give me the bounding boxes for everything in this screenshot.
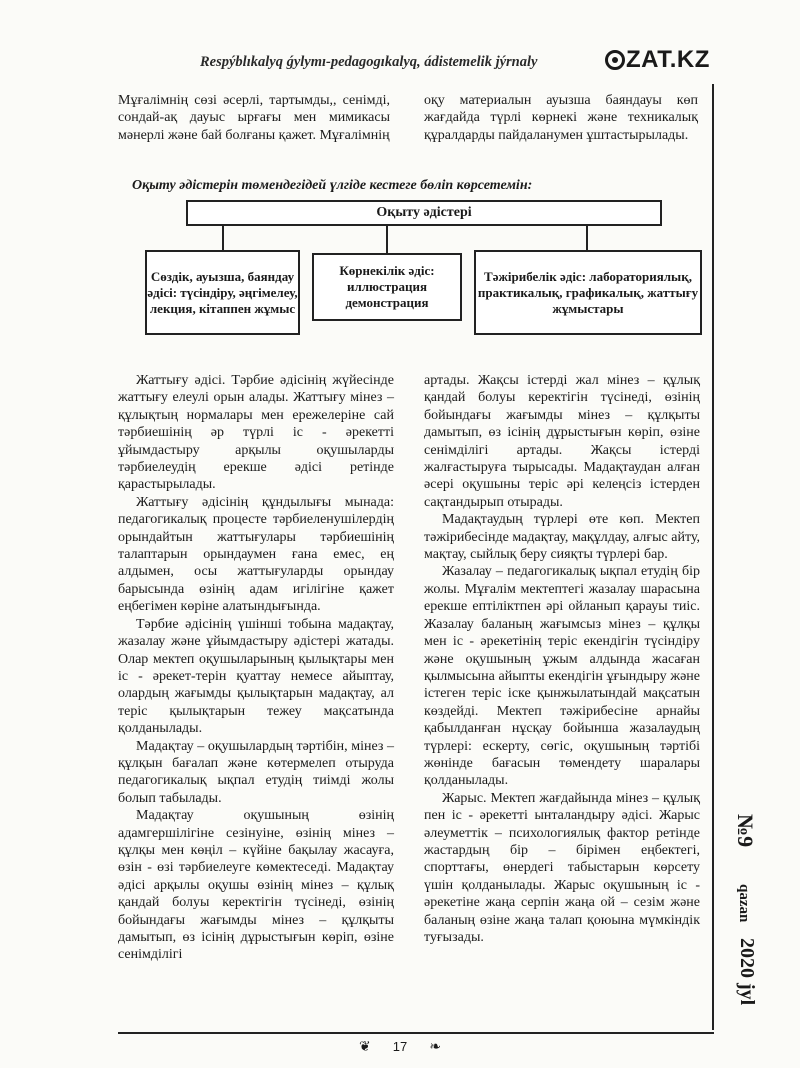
body-left-column [118,372,394,964]
logo-text: ZAT.KZ [626,46,710,73]
journal-title: Respýblıkalyq ǵylymı-pedagogıkalyq, ádistemelik jýrnaly [200,54,538,70]
issue-side-label [718,808,764,1034]
paragraph: Жаттығу әдісінің құндылығы мынада: педагогикалық процесте тәрбиеленушілердің орындайтын жаттығулары тәрбиешінің талаптарын орындаумен ғана емес, ең алдымен, осы жаттығуларды орындау барысында өзінің адам игілігіне қажет еңбегімен көріне алатындығында. [118,494,394,615]
paragraph: Жазалау – педагогикалық ықпал етудің бір жолы. Мұғалім мектептегі жазалау шарасына ерекше ептіліктпен әрі ойланып қарауы тиіс. Жазалау баланың жағымсыз мінез – құлқы мен іс - әрекетінің теріс екендігін түсіндіру және оқушының ұжым алдында жасаған қылмысына айыпты екендігін ұғындыру және істеген теріс іске қынжылатындай мақсатын көздейді. Мектеп тәжірибесіне арнайы қабылданған нұсқау бойынша жазалаудың түрлері: ескерту, сөгіс, оқушының тәртібі жөнінде бағасын төмендету шаралары қолданылады. [424,564,700,789]
diagram-box-practical: Тәжірибелік әдіс: лабораториялық, практикалық, графикалық, жаттығу жұмыстары [474,250,702,335]
page-footer [0,1038,800,1055]
paragraph: оқу материалын ауызша баяндауы көп жағдайда түрлі көрнекі және техникалық құралдарды пайдаланумен ұштастырылады. [424,93,698,143]
diagram-box-verbal: Сөздік, ауызша, баяндау әдісі: түсіндіру, әңгімелеу, лекция, кітаппен жұмыс [145,250,300,335]
paragraph: Жарыс. Мектеп жағдайында мінез – құлық пен іс - әрекетті ынталандыру әдісі. Жарыс әлеуметтік – психологиялық фактор ретінде жастардың бір – бірімен еңбектегі, спорттағы, өнердегі табыстарын көрсету үшін қолданылады. Жарыс оқушының іс - әрекетіне жаңа серпін жаңа ой – сезім және баланың өзіне жаңа талап қоюына мүмкіндік туғызады. [424,790,700,945]
ornament-left-icon: ❦ [359,1038,371,1054]
site-logo[interactable] [605,46,710,74]
connector [386,226,388,253]
body-right-column [424,372,700,946]
diagram-caption: Оқыту әдістерін төмендегідей үлгіде кестеге бөліп көрсетемін: [132,178,533,193]
paragraph: Мадақтау оқушының өзінің адамгершілігіне сезінуіне, өзінің мінез – құлқы мен көңіл – күйіне бақылау жасауға, өзін - өзі тәрбиелеуге көмектеседі. Мадақтау әдісі арқылы оқушы өзінің мінез – құлық қандай болуы керектігін түсінеді, өзінің бойындағы жағымды мінез – құлқыты дамытып, өз ісінің дұрыстығын көріп, өзіне сенімділігі [118,808,394,963]
paragraph: Мұғалімнің сөзі әсерлі, тартымды,, сенімді, сондай-ақ дауыс ырғағы мен мимикасы мәнерлі және бай болғаны қажет. Мұғалімнің [118,93,390,143]
paragraph: Мадақтау – оқушылардың тәртібін, мінез – құлқын бағалап және көтермелеп отыруда педагогикалық ықпал етудің тиімді жолы болып табылады. [118,738,394,806]
paragraph: Жаттығу әдісі. Тәрбие әдісінің жүйесінде жаттығу елеулі орын алады. Жаттығу мінез – құлықтың нормалары мен ережелеріне сай тәрбиешінің әр түрлі іс - әрекетті ұйымдастыру арқылы оқушыларды тәрбиелеудің ерекше әдісі ретінде қарастырылады. [118,373,394,493]
diagram-box-visual: Көрнекілік әдіс: иллюстрация демонстрация [312,253,462,321]
paragraph: артады. Жақсы істерді жал мінез – құлық қандай болуы керектігін түсінеді, өзінің бойындағы жағымды мінез – құлқыты дамытып, өз ісінің дұрыстығын көріп, өзіне сенімділігі артады. Жақсы істерді жалғастыруға тырысады. Мадақтаудан алған әсері оқушыны теріс әрі келеңсіз істерден сақтандырып отырады. [424,373,700,510]
footer-rule [118,1032,714,1034]
ornament-right-icon: ❧ [429,1038,441,1054]
top-right-text [424,92,698,144]
connector [586,226,588,250]
page-number: 17 [392,1039,408,1054]
diagram-main-box: Оқыту әдістері [186,200,662,226]
paragraph: Тәрбие әдісінің үшінші тобына мадақтау, жазалау және ұйымдастыру әдістері жатады. Олар мектеп оқушыларының қылықтары мен іс - әрекет-терін қуаттау немесе айыптау, олардың жағымды қылықтарын мадақтау, ал теріс қылықтарын тежеу мақсатында қолданылады. [118,616,394,737]
top-left-text [118,92,390,144]
connector [222,226,224,250]
vertical-divider [712,84,714,1030]
logo-ring-icon [605,50,625,70]
issue-year: 2020 jyl [736,938,758,1006]
issue-month: qazan [736,884,752,923]
paragraph: Мадақтаудың түрлері өте көп. Мектеп тәжірибесінде мадақтау, мақұлдау, алғыс айту, мақтау, сыйлық беру сияқты түрлері бар. [424,512,700,563]
issue-number: №9 [733,814,758,848]
